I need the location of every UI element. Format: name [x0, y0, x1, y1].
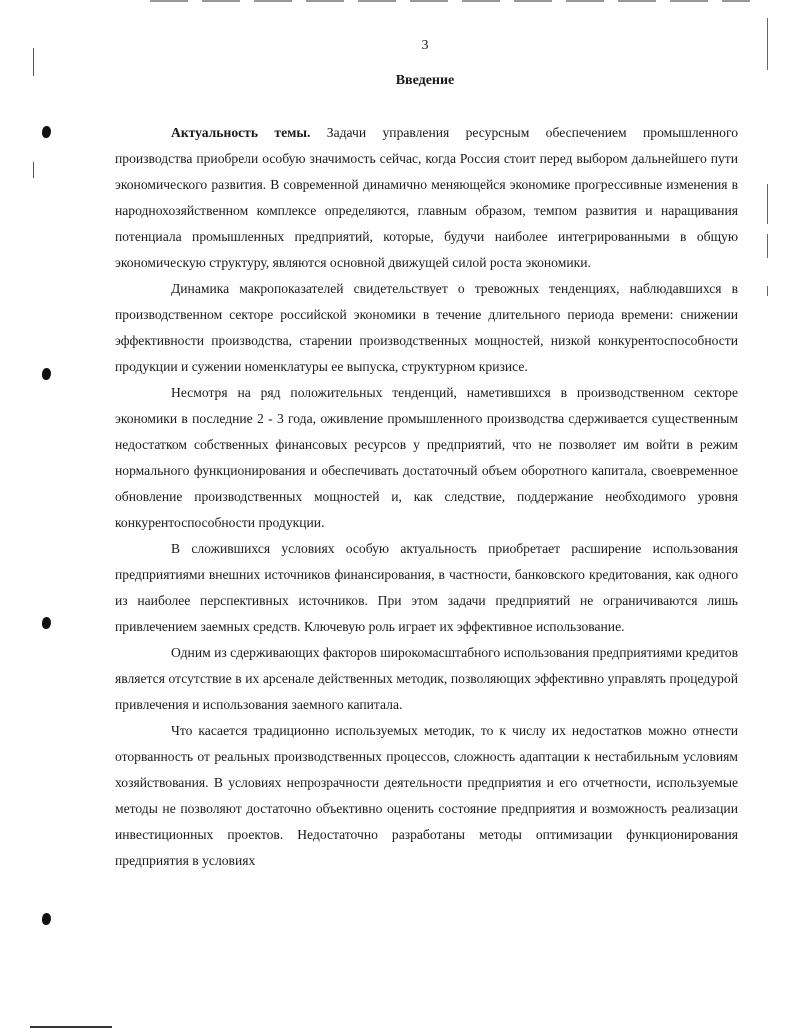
punch-hole-mark	[42, 913, 51, 925]
section-heading: Введение	[395, 73, 455, 88]
paragraph-text: Задачи управления ресурсным обеспечением промышленного производства приобрели особую значимость сейчас, когда Россия стоит перед выбором дальнейшего пути экономического развития. В современной динамично меняющейся экономике прогрессивные изменения в народнохозяйственном комплексе определяются, главным образом, темпом развития и наращивания потенциала промышленных предприятий, которые, будучи наиболее интегрированными в общую экономическую структуру, являются основной движущей силой роста экономики.	[115, 125, 739, 270]
scan-edge-left-lower	[33, 162, 34, 178]
paragraph: Динамика макропоказателей свидетельствует о тревожных тенденциях, наблюдавшихся в производственном секторе российской экономики в течение длительного периода времени: снижении эффективности производства, старении производственных мощностей, низкой конкурентоспособности продукции и сужении номенклатуры ее выпуска, структурном кризисе.	[115, 281, 738, 374]
scan-edge-right-3	[767, 234, 768, 258]
punch-hole-mark	[42, 368, 51, 380]
paragraph: Одним из сдерживающих факторов широкомасштабного использования предприятиями кредитов является отсутствие в их арсенале действенных методик, позволяющих эффективно управлять процедурой привлечения и использования заемного капитала.	[115, 645, 738, 712]
scan-edge-right-2	[767, 184, 768, 224]
paragraph-relevance	[115, 120, 738, 276]
body-text	[115, 120, 738, 874]
punch-hole-mark	[42, 126, 51, 138]
paragraph: В сложившихся условиях особую актуальность приобретает расширение использования предприятиями внешних источников финансирования, в частности, банковского кредитования, как одного из наиболее перспективных источников. При этом задачи предприятий не ограничиваются лишь привлечением заемных средств. Ключевую роль играет их эффективное использование.	[115, 541, 738, 634]
page-number: 3	[421, 38, 429, 53]
paragraph: Несмотря на ряд положительных тенденций, наметившихся в производственном секторе экономики в последние 2 - 3 года, оживление промышленного производства сдерживается существенным недостатком собственных финансовых ресурсов у предприятий, что не позволяет им войти в режим нормального функционирования и обеспечивать достаточный объем оборотного капитала, своевременное обновление производственных мощностей и, как следствие, поддержание необходимого уровня конкурентоспособности продукции.	[115, 385, 738, 530]
punch-hole-mark	[42, 617, 51, 629]
paragraph: Что касается традиционно используемых методик, то к числу их недостатков можно отнести оторванность от реальных производственных процессов, сложность адаптации к нестабильным условиям хозяйствования. В условиях непрозрачности деятельности предприятия и его отчетности, используемые методы не позволяют достаточно объективно оценить состояние предприятия и возможность реализации инвестиционных проектов. Недостаточно разработаны методы оптимизации функционирования предприятия в условиях	[115, 723, 738, 868]
paragraph-lead: Актуальность темы.	[171, 125, 311, 140]
scan-edge-bottom	[30, 1026, 112, 1028]
scan-edge-top	[150, 0, 750, 2]
scan-edge-right-4	[767, 286, 768, 296]
